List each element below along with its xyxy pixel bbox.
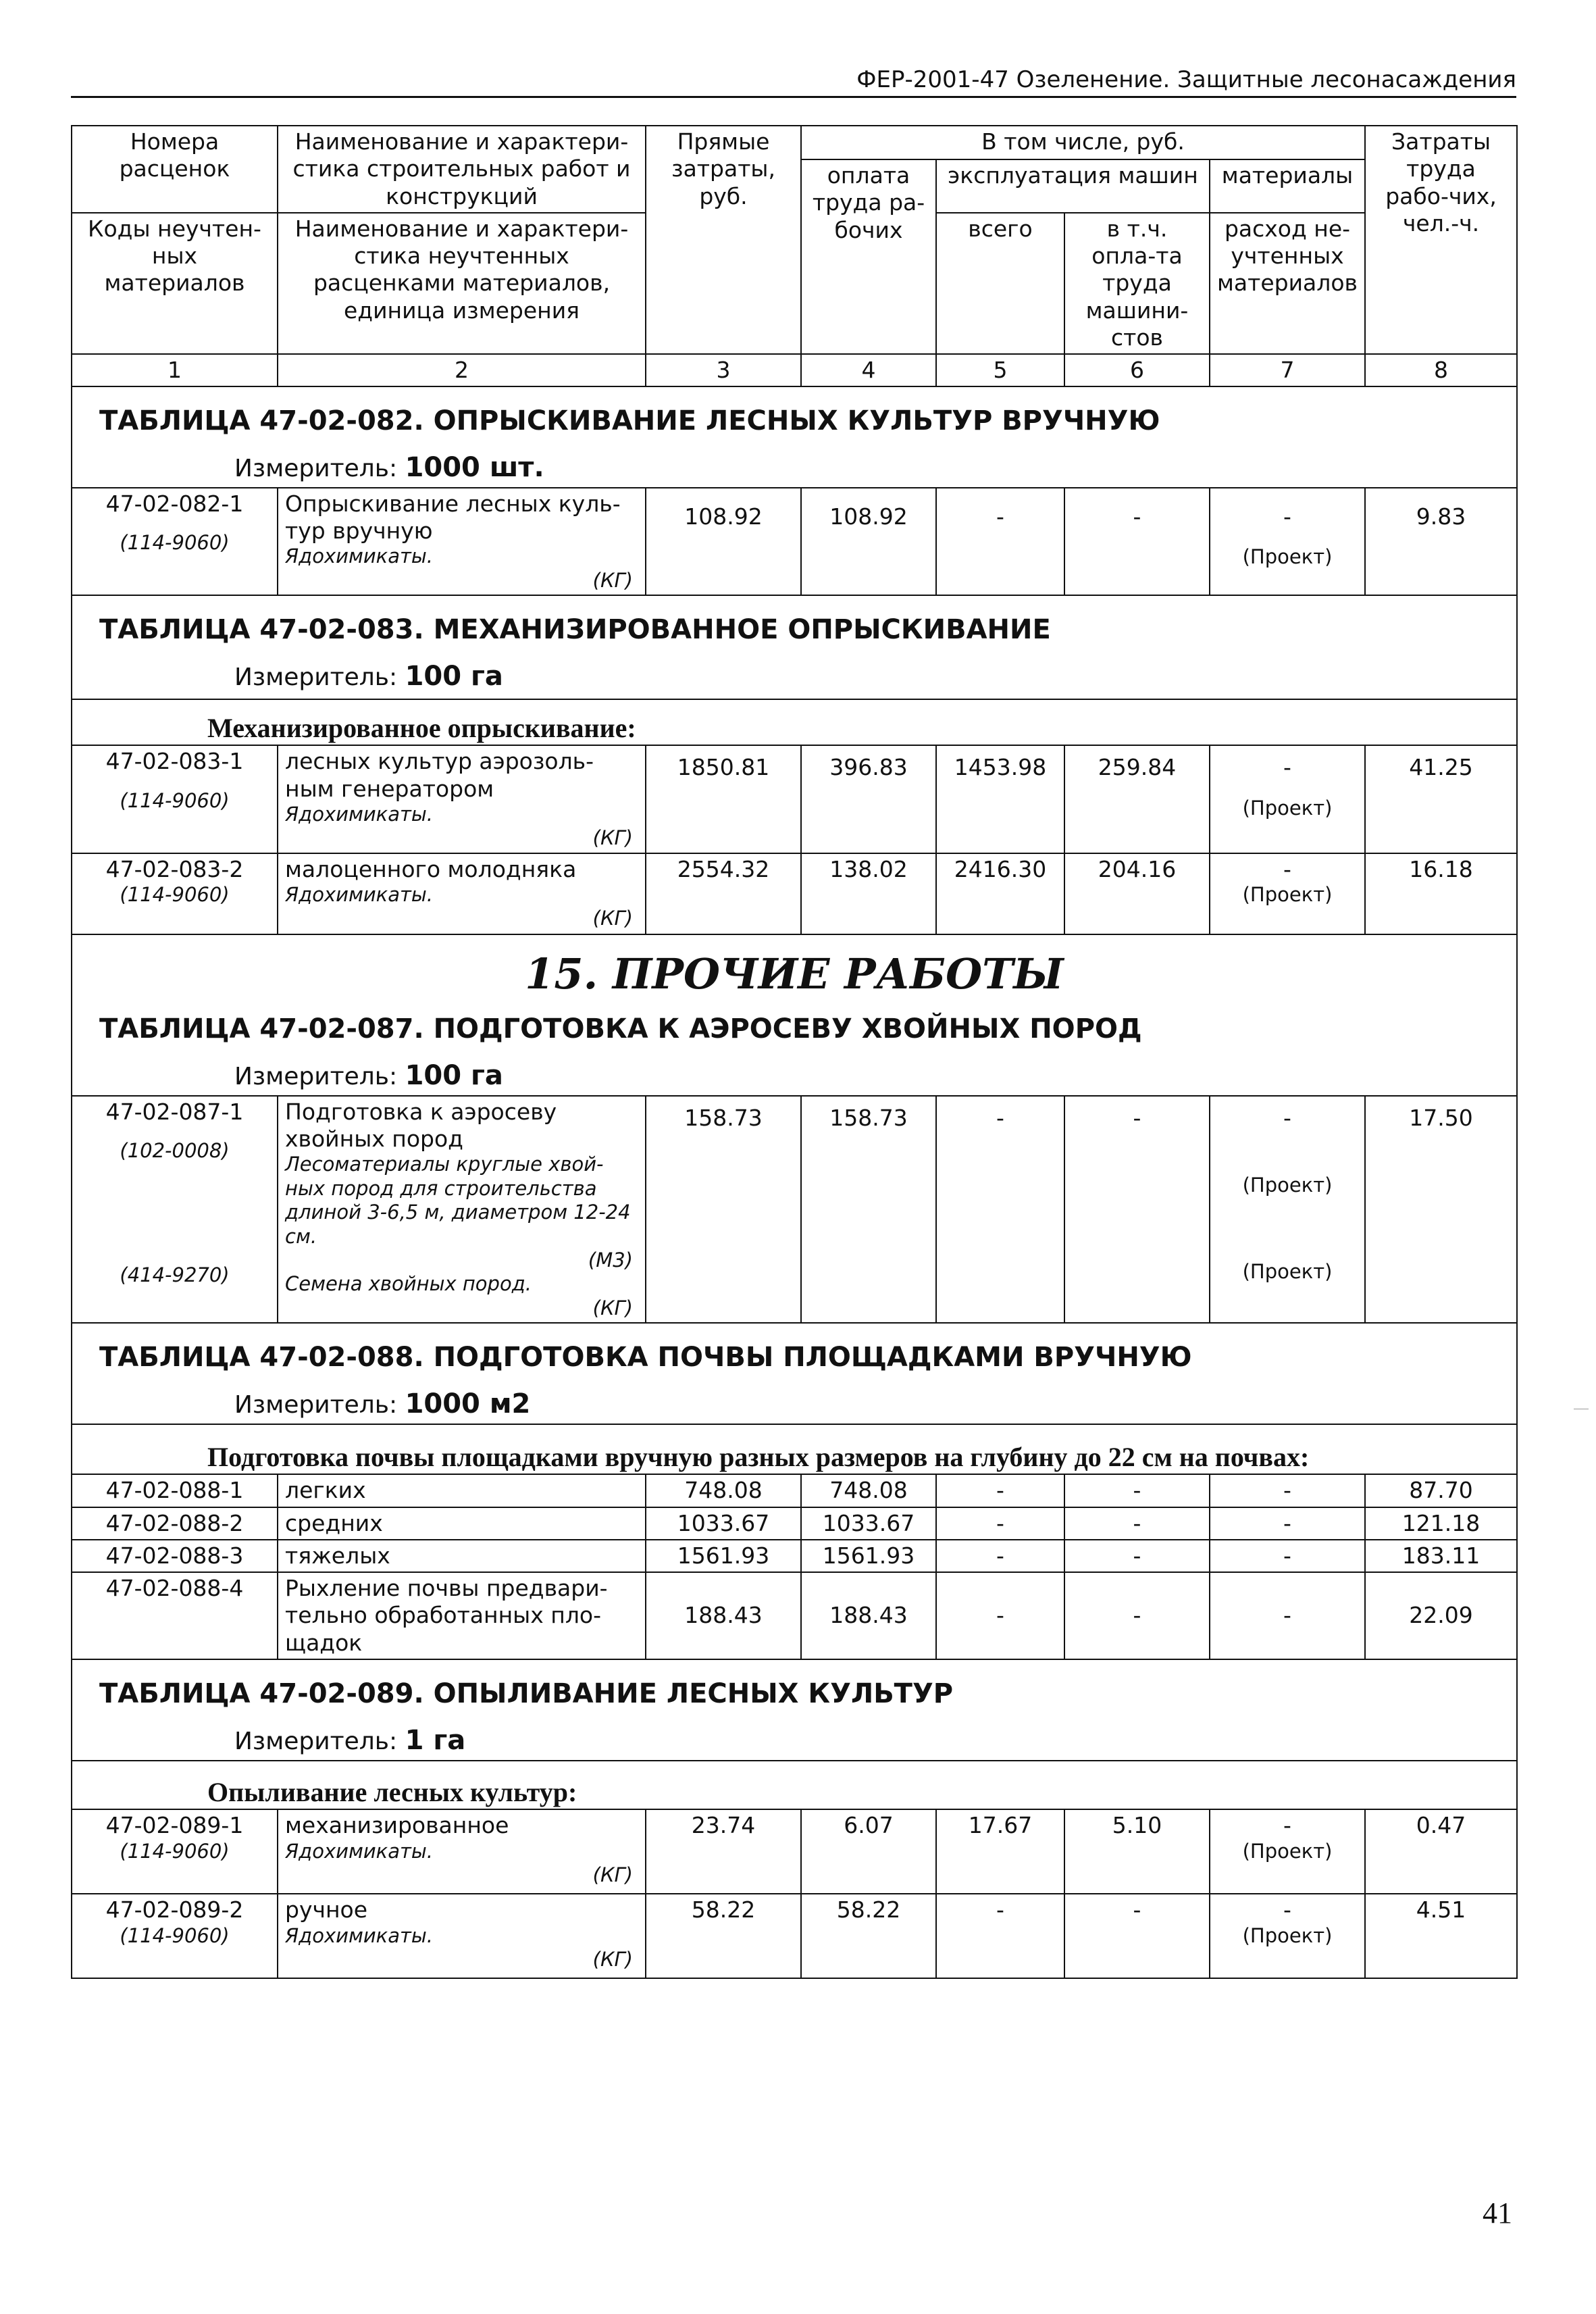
material-name: Семена хвойных пород. [285,1272,532,1296]
rate-code: 47-02-089-1 (114-9060) [72,1809,278,1894]
col-header-codes: Номера расценок [72,126,278,213]
col-number: 7 [1210,354,1365,386]
section-title-15: 15. ПРОЧИЕ РАБОТЫ [72,934,1517,1009]
rate-code: 47-02-088-4 [72,1572,278,1659]
col-header-direct-costs: Прямые затраты, руб. [646,126,801,354]
direct-costs: 108.92 [646,488,801,595]
work-description: лесных культур аэрозоль-ным генератором Ядохимикаты. (КГ) [278,745,646,853]
wages: 58.22 [801,1894,936,1978]
direct-costs: 58.22 [646,1894,801,1978]
meter-value: 1000 м2 [405,1388,531,1419]
wages: 396.83 [801,745,936,853]
rate-row-089-1 [72,1809,1517,1894]
machinist-wages: 5.10 [1064,1809,1210,1894]
rate-row-088-1 [72,1474,1517,1507]
machines-total: 2416.30 [936,853,1064,934]
rate-row-088-3 [72,1540,1517,1572]
meter-label: Измеритель: [234,1727,398,1755]
material-usage: - (Проект) [1210,853,1365,934]
machines-total: - [936,1474,1064,1507]
material-name: Ядохимикаты. [285,802,433,826]
col-header-machines: эксплуатация машин [936,159,1210,213]
material-code: (114-9060) [120,1923,230,1947]
wages: 748.08 [801,1474,936,1507]
machinist-wages: 259.84 [1064,745,1210,853]
material-usage: - [1210,1474,1365,1507]
labor-costs: 4.51 [1365,1894,1517,1978]
direct-costs: 2554.32 [646,853,801,934]
labor-costs: 87.70 [1365,1474,1517,1507]
material-unit: (КГ) [592,826,633,850]
rates-table [71,125,1518,1979]
work-description: малоценного молодняка Ядохимикаты. (КГ) [278,853,646,934]
material-code: (102-0008) [120,1139,230,1163]
material-unit: (М3) [588,1248,633,1272]
meter-label: Измеритель: [234,663,398,691]
group-heading-083: Механизированное опрыскивание: [72,699,1517,746]
table-title-087: ТАБЛИЦА 47-02-087. ПОДГОТОВКА К АЭРОСЕВУ ХВОЙНЫХ ПОРОД [72,1009,1517,1055]
machinist-wages: - [1064,1540,1210,1572]
work-description: механизированное Ядохимикаты. (КГ) [278,1809,646,1894]
col-number: 6 [1064,354,1210,386]
col-header-material-codes: Коды неучтен-ных материалов [72,213,278,354]
labor-costs: 17.50 [1365,1096,1517,1323]
material-usage: - [1210,1540,1365,1572]
material-code: (114-9060) [120,882,230,906]
table-title-088: ТАБЛИЦА 47-02-088. ПОДГОТОВКА ПОЧВЫ ПЛОЩАДКАМИ ВРУЧНУЮ [72,1323,1517,1384]
material-code: (114-9060) [120,531,230,555]
wages: 108.92 [801,488,936,595]
rate-code: 47-02-082-1 (114-9060) [72,488,278,595]
material-code: (114-9060) [120,788,230,812]
col-header-work-name: Наименование и характери-стика строительных работ и конструкций [278,126,646,213]
project-note: (Проект) [1242,545,1333,569]
project-note: (Проект) [1242,882,1333,906]
material-code: (414-9270) [120,1263,230,1286]
wages: 158.73 [801,1096,936,1323]
material-usage: - (Проект) [1210,1809,1365,1894]
direct-costs: 748.08 [646,1474,801,1507]
direct-costs: 1561.93 [646,1540,801,1572]
page-number: 41 [1483,2196,1512,2230]
group-heading-089: Опыливание лесных культур: [72,1761,1517,1810]
col-header-machinist-wages: в т.ч. опла-та труда машини-стов [1064,213,1210,354]
material-name: Ядохимикаты. [285,882,433,906]
table-title-089: ТАБЛИЦА 47-02-089. ОПЫЛИВАНИЕ ЛЕСНЫХ КУЛЬТУР [72,1659,1517,1720]
machinist-wages: - [1064,1894,1210,1978]
meter-087 [72,1055,1517,1096]
meter-value: 100 га [405,660,503,692]
machinist-wages: 204.16 [1064,853,1210,934]
col-header-wages: оплата труда ра-бочих [801,159,936,354]
group-heading-088: Подготовка почвы площадками вручную разных размеров на глубину до 22 см на почвах: [72,1424,1517,1475]
work-description: Опрыскивание лесных куль-тур вручную Ядохимикаты. (КГ) [278,488,646,595]
col-number: 3 [646,354,801,386]
col-number: 2 [278,354,646,386]
work-description: ручное Ядохимикаты. (КГ) [278,1894,646,1978]
machinist-wages: - [1064,488,1210,595]
labor-costs: 16.18 [1365,853,1517,934]
meter-089 [72,1720,1517,1761]
material-usage: - [1210,1572,1365,1659]
direct-costs: 188.43 [646,1572,801,1659]
column-numbers-row [72,354,1517,386]
rate-code: 47-02-089-2 (114-9060) [72,1894,278,1978]
machines-total: - [936,488,1064,595]
project-note: (Проект) [1242,1923,1333,1947]
machines-total: - [936,1894,1064,1978]
labor-costs: 0.47 [1365,1809,1517,1894]
rate-row-082-1 [72,488,1517,595]
col-header-labor: Затраты труда рабо-чих, чел.-ч. [1365,126,1517,354]
material-unit: (КГ) [592,568,633,592]
meter-value: 1 га [405,1724,466,1756]
rate-code: 47-02-088-1 [72,1474,278,1507]
wages: 188.43 [801,1572,936,1659]
material-name: Ядохимикаты. [285,545,433,568]
rate-code: 47-02-083-2 (114-9060) [72,853,278,934]
meter-088 [72,1384,1517,1424]
direct-costs: 23.74 [646,1809,801,1894]
rate-row-089-2 [72,1894,1517,1978]
work-description: тяжелых [278,1540,646,1572]
project-note: (Проект) [1242,1259,1333,1283]
project-note: (Проект) [1242,1174,1333,1197]
material-name: Ядохимикаты. [285,1923,433,1947]
running-header: ФЕР-2001-47 Озеленение. Защитные лесонасаждения [856,66,1516,93]
material-usage: - (Проект) [1210,745,1365,853]
meter-value: 1000 шт. [405,452,544,484]
machines-total: - [936,1096,1064,1323]
meter-label: Измеритель: [234,455,398,483]
material-usage: - (Проект) [1210,488,1365,595]
material-unit: (КГ) [592,1947,633,1971]
rate-row-083-2 [72,853,1517,934]
table-title-083: ТАБЛИЦА 47-02-083. МЕХАНИЗИРОВАННОЕ ОПРЫСКИВАНИЕ [72,595,1517,656]
wages: 1033.67 [801,1507,936,1540]
labor-costs: 121.18 [1365,1507,1517,1540]
machines-total: - [936,1540,1064,1572]
rate-row-088-4 [72,1572,1517,1659]
machines-total: 1453.98 [936,745,1064,853]
meter-value: 100 га [405,1060,503,1092]
meter-label: Измеритель: [234,1390,398,1419]
project-note: (Проект) [1242,796,1333,820]
machines-total: - [936,1572,1064,1659]
col-header-material-name: Наименование и характери-стика неучтенных расценками материалов, единица измерения [278,213,646,354]
rate-code: 47-02-088-3 [72,1540,278,1572]
direct-costs: 1033.67 [646,1507,801,1540]
project-note: (Проект) [1242,1839,1333,1863]
machinist-wages: - [1064,1507,1210,1540]
material-name: Лесоматериалы круглые хвой-ных пород для строительства длиной 3-6,5 м, диаметром 12-24 см. [285,1153,631,1248]
wages: 138.02 [801,853,936,934]
material-usage: - (Проект) [1210,1894,1365,1978]
work-description: средних [278,1507,646,1540]
labor-costs: 41.25 [1365,745,1517,853]
meter-082 [72,447,1517,488]
col-number: 1 [72,354,278,386]
labor-costs: 22.09 [1365,1572,1517,1659]
machinist-wages: - [1064,1572,1210,1659]
wages: 1561.93 [801,1540,936,1572]
machinist-wages: - [1064,1096,1210,1323]
work-description: Подготовка к аэросеву хвойных пород Лесоматериалы круглые хвой-ных пород для строительства длиной 3-6,5 м, диаметром 12-24 см. (М3) Семена хвойных пород. (КГ) [278,1096,646,1323]
material-usage: - [1210,1507,1365,1540]
col-header-materials: материалы [1210,159,1365,213]
table-title-082: ТАБЛИЦА 47-02-082. ОПРЫСКИВАНИЕ ЛЕСНЫХ КУЛЬТУР ВРУЧНУЮ [72,386,1517,447]
material-unit: (КГ) [592,1296,633,1319]
meter-083 [72,656,1517,699]
meter-label: Измеритель: [234,1063,398,1091]
col-number: 8 [1365,354,1517,386]
labor-costs: 183.11 [1365,1540,1517,1572]
col-header-including: В том числе, руб. [801,126,1365,159]
rate-row-087-1 [72,1096,1517,1323]
rate-row-083-1 [72,745,1517,853]
material-name: Ядохимикаты. [285,1839,433,1863]
rate-code: 47-02-083-1 (114-9060) [72,745,278,853]
rate-code: 47-02-088-2 [72,1507,278,1540]
labor-costs: 9.83 [1365,488,1517,595]
direct-costs: 158.73 [646,1096,801,1323]
material-unit: (КГ) [592,907,633,930]
work-description: Рыхление почвы предвари-тельно обработанных пло-щадок [278,1572,646,1659]
material-code: (114-9060) [120,1839,230,1863]
material-unit: (КГ) [592,1863,633,1886]
machines-total: - [936,1507,1064,1540]
machines-total: 17.67 [936,1809,1064,1894]
work-description: легких [278,1474,646,1507]
header-rule [71,96,1516,98]
wages: 6.07 [801,1809,936,1894]
rate-row-088-2 [72,1507,1517,1540]
col-header-material-usage: расход не-учтенных материалов [1210,213,1365,354]
col-header-machines-total: всего [936,213,1064,354]
rate-code: 47-02-087-1 (102-0008) (414-9270) [72,1096,278,1323]
direct-costs: 1850.81 [646,745,801,853]
col-number: 5 [936,354,1064,386]
machinist-wages: - [1064,1474,1210,1507]
material-usage: - (Проект) (Проект) [1210,1096,1365,1323]
col-number: 4 [801,354,936,386]
